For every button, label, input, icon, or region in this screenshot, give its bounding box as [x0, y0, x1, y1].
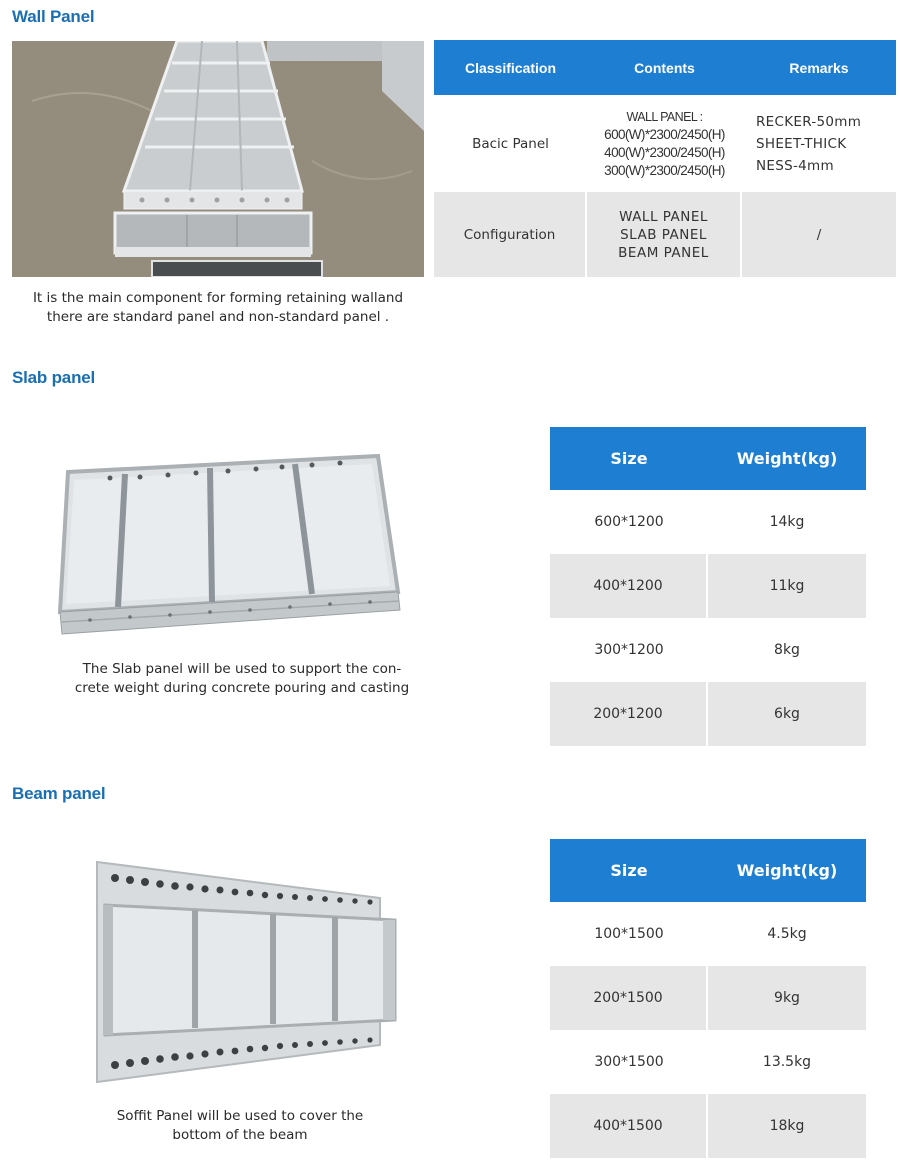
contents-line: 400(W)*2300/2450(H)	[604, 144, 725, 160]
size-cell: 600*1200	[594, 514, 664, 530]
size-cell: 100*1500	[594, 926, 664, 942]
contents-line: 300(W)*2300/2450(H)	[604, 162, 725, 178]
size-cell: 400*1200	[550, 554, 708, 618]
beam-panel-caption-line1: Soffit Panel will be used to cover the	[116, 1108, 364, 1124]
slab-panel-title: Slab panel	[12, 368, 96, 387]
slab-panel-illustration	[50, 452, 420, 644]
slab-panel-weight-table	[550, 427, 866, 746]
weight-cell: 18kg	[708, 1094, 866, 1158]
remarks-cell	[742, 95, 896, 192]
contents-line: BEAM PANEL	[618, 244, 709, 261]
weight-cell: 8kg	[774, 642, 800, 658]
table-header-row	[434, 40, 896, 95]
wall-panel-caption	[0, 289, 436, 327]
table-row	[550, 1030, 866, 1094]
weight-cell: 14kg	[769, 514, 805, 530]
weight-cell: 6kg	[708, 682, 866, 746]
wall-panel-image	[12, 41, 424, 277]
table-header-row	[550, 839, 866, 902]
col-header-classification: Classification	[434, 40, 587, 95]
col-header-remarks: Remarks	[742, 40, 896, 95]
slab-panel-caption-line1: The Slab panel will be used to support the con-	[82, 661, 402, 677]
beam-panel-title: Beam panel	[12, 784, 106, 803]
wall-panel-caption-line2: there are standard panel and non-standard panel .	[46, 309, 390, 325]
size-cell: 300*1200	[594, 642, 664, 658]
table-row	[434, 95, 896, 192]
contents-line: WALL PANEL	[619, 208, 708, 225]
col-header-contents: Contents	[587, 40, 742, 95]
contents-cell	[587, 95, 742, 192]
remarks-line: NESS-4mm	[756, 157, 834, 174]
col-header-weight: Weight(kg)	[708, 427, 866, 490]
remarks-cell: /	[742, 192, 896, 277]
beam-panel-caption-line2: bottom of the beam	[172, 1127, 308, 1143]
weight-cell: 13.5kg	[762, 1054, 812, 1070]
table-row	[550, 682, 866, 746]
slab-panel-caption-line2: crete weight during concrete pouring and casting	[74, 680, 410, 696]
col-header-weight: Weight(kg)	[708, 839, 866, 902]
classification-cell: Bacic Panel	[434, 95, 587, 192]
wall-panel-spec-table	[434, 40, 896, 277]
table-row	[550, 902, 866, 966]
contents-line: SLAB PANEL	[620, 226, 707, 243]
contents-cell	[587, 192, 742, 277]
size-cell: 200*1500	[550, 966, 708, 1030]
size-cell: 400*1500	[550, 1094, 708, 1158]
beam-panel-caption	[60, 1107, 420, 1145]
table-header-row	[550, 427, 866, 490]
beam-panel-illustration	[95, 860, 400, 1085]
table-row	[550, 490, 866, 554]
wall-panel-illustration	[12, 41, 424, 277]
slab-panel-caption	[0, 660, 484, 698]
table-row	[550, 966, 866, 1030]
size-cell: 200*1200	[550, 682, 708, 746]
classification-cell: Configuration	[434, 192, 587, 277]
table-row	[434, 192, 896, 277]
wall-panel-caption-line1: It is the main component for forming retaining walland	[32, 290, 404, 306]
remarks-line: SHEET-THICK	[756, 135, 847, 152]
contents-line: 600(W)*2300/2450(H)	[604, 126, 725, 142]
remarks-line: RECKER-50mm	[756, 113, 862, 130]
slab-panel-image	[50, 452, 420, 644]
col-header-size: Size	[550, 427, 708, 490]
table-row	[550, 618, 866, 682]
beam-panel-weight-table	[550, 839, 866, 1158]
weight-cell: 11kg	[708, 554, 866, 618]
table-row	[550, 554, 866, 618]
contents-line: WALL PANEL :	[626, 109, 703, 124]
wall-panel-title: Wall Panel	[12, 7, 95, 26]
beam-panel-image	[95, 860, 400, 1085]
weight-cell: 4.5kg	[767, 926, 807, 942]
weight-cell: 9kg	[708, 966, 866, 1030]
table-row	[550, 1094, 866, 1158]
size-cell: 300*1500	[594, 1054, 664, 1070]
col-header-size: Size	[550, 839, 708, 902]
